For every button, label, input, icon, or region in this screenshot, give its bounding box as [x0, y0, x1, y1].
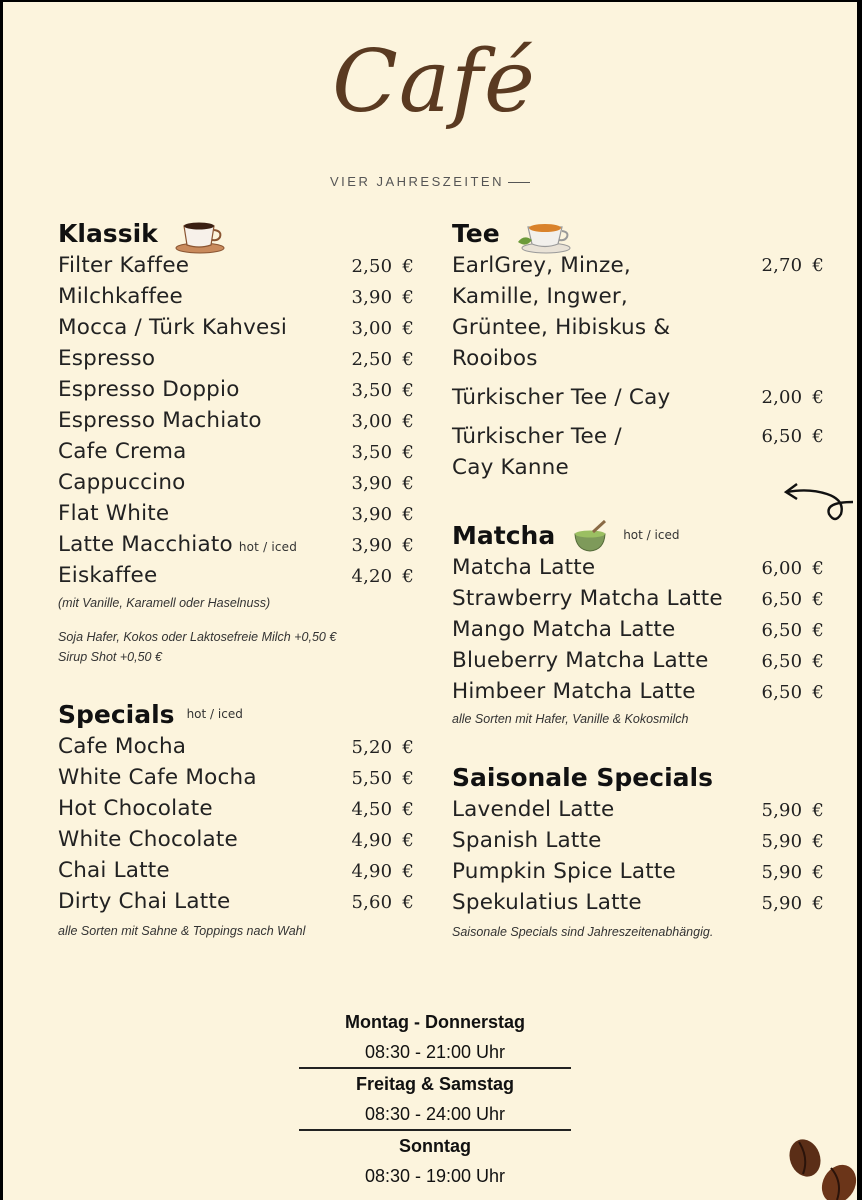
menu-item-price: [761, 857, 824, 888]
klassik-list: [58, 250, 414, 591]
currency-symbol: €: [402, 535, 414, 556]
menu-item-name: [452, 856, 676, 887]
price-value: 4,90: [351, 861, 393, 882]
menu-item-name-line: Rooibos: [452, 346, 538, 371]
matcha-title-text: Matcha: [452, 520, 556, 550]
menu-item: [58, 560, 414, 591]
menu-item: [58, 436, 414, 467]
klassik-title: [58, 216, 414, 250]
price-value: 2,00: [761, 387, 803, 408]
saisonal-footnote: Saisonale Specials sind Jahreszeitenabhängig.: [452, 925, 714, 939]
menu-item-name-text: Chai Latte: [58, 858, 170, 883]
price-value: 2,50: [351, 256, 393, 277]
coffee-cup-icon: [174, 218, 218, 248]
hours-time-2: 08:30 - 24:00 Uhr: [364, 1104, 506, 1124]
menu-item-name: [58, 436, 187, 467]
menu-item-price: [351, 499, 414, 530]
menu-item: [452, 794, 824, 825]
price-value: 3,90: [351, 473, 393, 494]
menu-item-name: [58, 886, 230, 917]
currency-symbol: €: [402, 768, 414, 789]
saisonal-title-text: Saisonale Specials: [452, 762, 713, 792]
menu-item: [58, 250, 414, 281]
price-value: 6,00: [761, 558, 803, 579]
menu-item-name-text: Spekulatius Latte: [452, 890, 642, 915]
price-value: 5,90: [761, 831, 803, 852]
price-value: 5,90: [761, 862, 803, 883]
menu-item-name-text: Mocca / Türk Kahvesi: [58, 315, 288, 340]
menu-item-price: [761, 888, 824, 919]
menu-item-name: [452, 421, 622, 483]
menu-item-price: [761, 646, 824, 677]
menu-item-price: [761, 250, 824, 281]
hours-day-1: Montag - Donnerstag: [345, 1012, 525, 1032]
menu-item-price: [351, 887, 414, 918]
menu-item-price: [761, 677, 824, 708]
menu-item-name-text: Cappuccino: [58, 470, 186, 495]
menu-item-price: [351, 313, 414, 344]
currency-symbol: €: [402, 442, 414, 463]
menu-item-name-text: Espresso: [58, 346, 156, 371]
currency-symbol: €: [402, 318, 414, 339]
coffee-beans-icon: [785, 1134, 857, 1200]
hours-day-2: Freitag & Samstag: [355, 1074, 515, 1094]
menu-item-name-text: White Cafe Mocha: [58, 765, 257, 790]
opening-hours: [299, 1007, 571, 1191]
price-value: 6,50: [761, 620, 803, 641]
menu-item: [58, 498, 414, 529]
menu-item: [452, 676, 824, 707]
menu-item: [58, 762, 414, 793]
menu-item: [58, 824, 414, 855]
currency-symbol: €: [812, 387, 824, 408]
menu-item-name-text: Cafe Crema: [58, 439, 187, 464]
currency-symbol: €: [402, 799, 414, 820]
menu-item-price: [761, 826, 824, 857]
tea-cup-icon: [516, 218, 560, 248]
currency-symbol: €: [402, 830, 414, 851]
menu-item-name-text: Mango Matcha Latte: [452, 617, 676, 642]
menu-item: [58, 405, 414, 436]
menu-item-name: [58, 281, 183, 312]
price-value: 5,50: [351, 768, 393, 789]
price-value: 3,50: [351, 442, 393, 463]
menu-item-price: [761, 553, 824, 584]
menu-item: [58, 343, 414, 374]
tee-title: [452, 216, 824, 250]
menu-item-name-text: Milchkaffee: [58, 284, 183, 309]
menu-item-name: [58, 529, 297, 563]
price-value: 6,50: [761, 426, 803, 447]
menu-item-name-text: Espresso Machiato: [58, 408, 262, 433]
menu-item-price: [761, 584, 824, 615]
menu-item-price: [761, 421, 824, 452]
price-value: 6,50: [761, 651, 803, 672]
subtitle-text: VIER JAHRESZEITEN: [330, 174, 504, 189]
currency-symbol: €: [402, 861, 414, 882]
menu-item-name: [452, 676, 696, 707]
menu-item-price: [351, 344, 414, 375]
subtitle-dash: [508, 182, 530, 183]
currency-symbol: €: [812, 651, 824, 672]
menu-item-price: [761, 795, 824, 826]
price-value: 6,50: [761, 682, 803, 703]
menu-item-name: [452, 825, 602, 856]
tee-title-text: Tee: [452, 218, 500, 248]
currency-symbol: €: [812, 831, 824, 852]
menu-item: [452, 421, 824, 483]
price-value: 3,50: [351, 380, 393, 401]
menu-item-name: [452, 887, 642, 918]
menu-item-name-text: Strawberry Matcha Latte: [452, 586, 723, 611]
menu-item-price: [351, 794, 414, 825]
currency-symbol: €: [812, 426, 824, 447]
menu-item-price: [351, 282, 414, 313]
price-value: 3,90: [351, 287, 393, 308]
currency-symbol: €: [402, 411, 414, 432]
tee-list: [452, 250, 824, 483]
eiskaffee-note: (mit Vanille, Karamell oder Haselnuss): [58, 596, 271, 610]
menu-item-name-text: Lavendel Latte: [452, 797, 615, 822]
menu-item-price: [351, 825, 414, 856]
price-value: 2,50: [351, 349, 393, 370]
specials-footnote: alle Sorten mit Sahne & Toppings nach Wahl: [58, 924, 306, 938]
menu-item-name: [452, 382, 670, 413]
menu-item-name-text: Espresso Doppio: [58, 377, 240, 402]
matcha-title: [452, 518, 824, 552]
menu-item-price: [761, 382, 824, 413]
menu-item: [58, 374, 414, 405]
menu-item-name: [58, 343, 155, 374]
currency-symbol: €: [402, 349, 414, 370]
matcha-section: [452, 518, 824, 729]
menu-item-name-text: White Chocolate: [58, 827, 238, 852]
price-value: 4,20: [351, 566, 393, 587]
menu-item-price: [351, 530, 414, 561]
menu-item-name: [452, 794, 614, 825]
currency-symbol: €: [402, 380, 414, 401]
price-value: 3,00: [351, 318, 393, 339]
currency-symbol: €: [812, 682, 824, 703]
specials-list: [58, 731, 414, 917]
menu-item-name: [58, 731, 186, 762]
currency-symbol: €: [812, 255, 824, 276]
price-value: 3,90: [351, 535, 393, 556]
menu-item-name-text: Matcha Latte: [452, 555, 596, 580]
menu-item-name-text: Flat White: [58, 501, 170, 526]
matcha-list: [452, 552, 824, 707]
menu-item: [58, 886, 414, 917]
menu-item-price: [351, 406, 414, 437]
menu-item-name: [58, 467, 186, 498]
menu-item: [452, 382, 824, 413]
menu-page: [3, 2, 857, 1200]
currency-symbol: €: [812, 620, 824, 641]
currency-symbol: €: [402, 256, 414, 277]
menu-item-name-line: Grüntee, Hibiskus &: [452, 315, 671, 340]
menu-item-name: [58, 793, 213, 824]
menu-item: [58, 529, 414, 560]
currency-symbol: €: [812, 589, 824, 610]
menu-item-price: [351, 468, 414, 499]
menu-item-name-line: Türkischer Tee /: [452, 424, 622, 449]
menu-item-name: [452, 645, 709, 676]
menu-item-name-text: Pumpkin Spice Latte: [452, 859, 676, 884]
menu-item-name-line: Türkischer Tee / Cay: [452, 385, 671, 410]
menu-item-price: [351, 375, 414, 406]
menu-item: [452, 552, 824, 583]
price-value: 4,90: [351, 830, 393, 851]
menu-item-name-text: Himbeer Matcha Latte: [452, 679, 696, 704]
currency-symbol: €: [402, 892, 414, 913]
currency-symbol: €: [812, 558, 824, 579]
milk-extra-note: Soja Hafer, Kokos oder Laktosefreie Milch +0,50 €: [58, 630, 337, 644]
matcha-note: hot / iced: [623, 528, 680, 542]
menu-item-name: [58, 405, 262, 436]
currency-symbol: €: [402, 566, 414, 587]
specials-section: [58, 697, 414, 941]
menu-item-price: [351, 763, 414, 794]
menu-item-name: [58, 855, 170, 886]
saisonal-title: [452, 760, 824, 794]
price-value: 5,90: [761, 800, 803, 821]
menu-item-name: [452, 250, 670, 374]
menu-item-name-text: Hot Chocolate: [58, 796, 213, 821]
menu-item: [58, 731, 414, 762]
price-value: 5,20: [351, 737, 393, 758]
price-value: 4,50: [351, 799, 393, 820]
currency-symbol: €: [402, 504, 414, 525]
menu-item-name-text: Filter Kaffee: [58, 253, 190, 278]
specials-title: [58, 697, 414, 731]
menu-item: [58, 281, 414, 312]
menu-item-name: [58, 312, 287, 343]
menu-item-note: hot / iced: [238, 540, 298, 554]
menu-item-name-text: Cafe Mocha: [58, 734, 187, 759]
price-value: 5,60: [351, 892, 393, 913]
menu-item-name: [58, 250, 189, 281]
price-value: 3,90: [351, 504, 393, 525]
menu-item-price: [351, 251, 414, 282]
menu-item-name-text: Latte Macchiato: [58, 532, 233, 557]
menu-item-name: [58, 560, 157, 591]
menu-item: [452, 645, 824, 676]
price-value: 6,50: [761, 589, 803, 610]
menu-item: [58, 312, 414, 343]
menu-item: [58, 855, 414, 886]
currency-symbol: €: [812, 800, 824, 821]
matcha-footnote: alle Sorten mit Hafer, Vanille & Kokosmilch: [452, 712, 689, 726]
menu-item-name-text: Blueberry Matcha Latte: [452, 648, 709, 673]
menu-item: [452, 887, 824, 918]
menu-item-name: [452, 583, 723, 614]
menu-item: [452, 250, 824, 374]
menu-item-name: [452, 552, 595, 583]
hours-time-3: 08:30 - 19:00 Uhr: [364, 1166, 506, 1186]
curly-arrow-icon: [783, 480, 857, 534]
menu-item-name-text: Spanish Latte: [452, 828, 602, 853]
menu-item-name-line: Kamille, Ingwer,: [452, 284, 628, 309]
menu-item-name: [452, 614, 675, 645]
menu-item-name-line: Cay Kanne: [452, 455, 569, 480]
cafe-title: Café: [332, 32, 536, 132]
hours-day-3: Sonntag: [399, 1136, 471, 1156]
currency-symbol: €: [402, 473, 414, 494]
menu-item: [452, 583, 824, 614]
currency-symbol: €: [812, 893, 824, 914]
currency-symbol: €: [402, 737, 414, 758]
menu-item-name: [58, 498, 169, 529]
menu-item: [452, 614, 824, 645]
menu-item-price: [761, 615, 824, 646]
matcha-bowl-icon: [571, 520, 611, 550]
currency-symbol: €: [402, 287, 414, 308]
menu-item: [58, 793, 414, 824]
syrup-extra-note: Sirup Shot +0,50 €: [58, 650, 162, 664]
menu-item-name-text: Dirty Chai Latte: [58, 889, 231, 914]
cafe-subtitle: [3, 174, 857, 189]
menu-item-price: [351, 856, 414, 887]
hours-time-1: 08:30 - 21:00 Uhr: [364, 1042, 506, 1062]
menu-item-price: [351, 561, 414, 592]
menu-item-name: [58, 824, 238, 855]
menu-item-price: [351, 437, 414, 468]
menu-item-name-text: Eiskaffee: [58, 563, 158, 588]
price-value: 3,00: [351, 411, 393, 432]
menu-item: [452, 856, 824, 887]
menu-item-name: [58, 762, 257, 793]
saisonal-list: [452, 794, 824, 918]
menu-item: [452, 825, 824, 856]
klassik-section: [58, 216, 414, 667]
price-value: 5,90: [761, 893, 803, 914]
saisonal-section: [452, 760, 824, 942]
menu-item-name: [58, 374, 240, 405]
menu-item-name-line: EarlGrey, Minze,: [452, 253, 631, 278]
price-value: 2,70: [761, 255, 803, 276]
menu-item-price: [351, 732, 414, 763]
specials-note: hot / iced: [186, 707, 243, 721]
menu-item: [58, 467, 414, 498]
tee-section: [452, 216, 824, 491]
specials-title-text: Specials: [58, 699, 175, 729]
currency-symbol: €: [812, 862, 824, 883]
klassik-title-text: Klassik: [58, 218, 158, 248]
